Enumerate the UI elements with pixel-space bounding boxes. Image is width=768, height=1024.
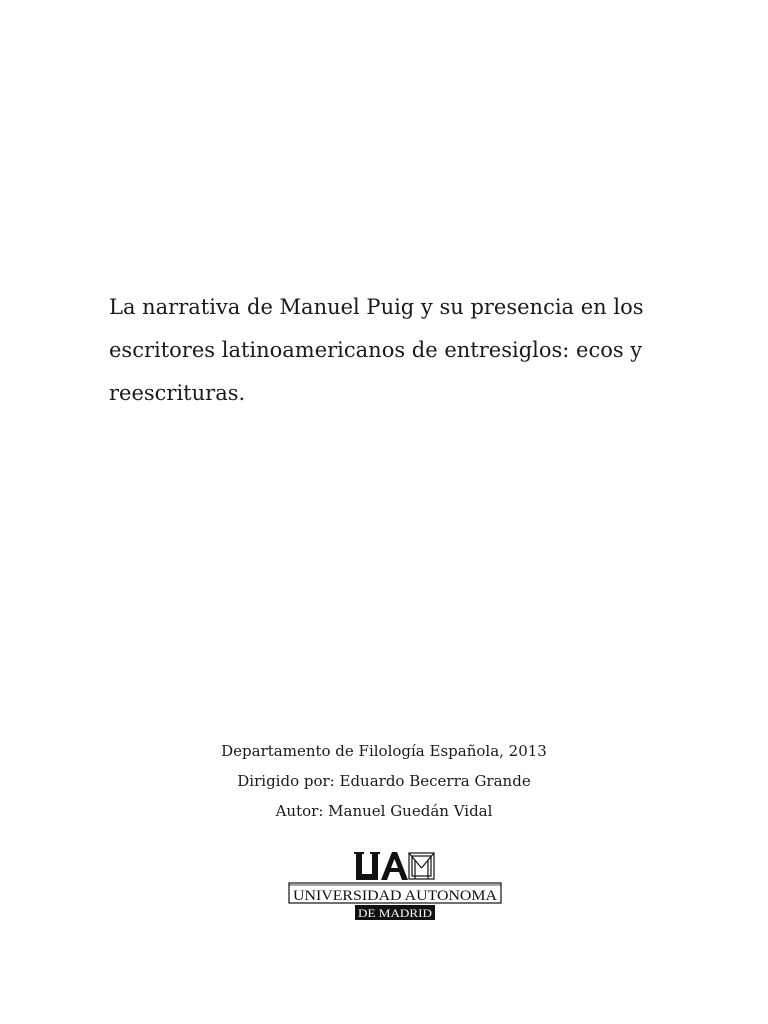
author-line: Autor: Manuel Guedán Vidal	[275, 802, 493, 820]
university-logo	[288, 848, 502, 922]
title-line-2: escritores latinoamericanos de entresiglos: ecos y	[109, 338, 643, 362]
department-line: Departamento de Filología Española, 2013	[221, 742, 547, 760]
thesis-title	[109, 286, 669, 415]
credits-block	[0, 736, 768, 826]
logo-university-text: UNIVERSIDAD AUTONOMA	[293, 888, 498, 904]
logo-madrid-text: DE MADRID	[358, 906, 433, 920]
uam-logo-icon	[288, 848, 502, 922]
title-line-3: reescrituras.	[109, 381, 246, 405]
director-line: Dirigido por: Eduardo Becerra Grande	[237, 772, 531, 790]
title-line-1: La narrativa de Manuel Puig y su presencia en los	[109, 295, 644, 319]
